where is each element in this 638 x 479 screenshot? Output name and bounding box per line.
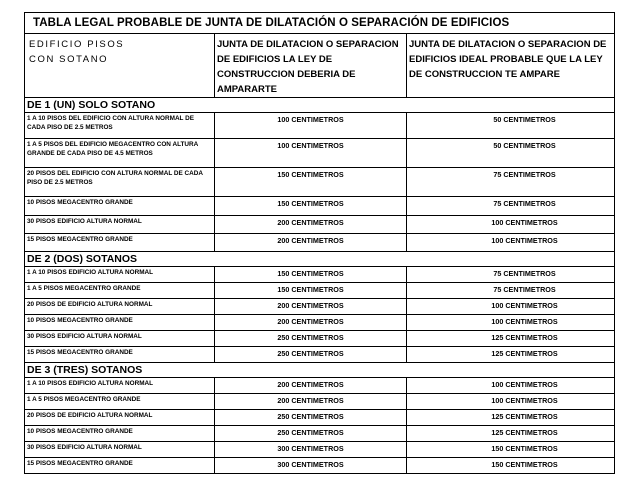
row-law-value: 250 CENTIMETROS [215,331,407,347]
table-row [25,394,615,410]
row-ideal-value: 75 CENTIMETROS [407,197,615,216]
joint-table [24,12,615,474]
joint-table-body [25,13,615,474]
row-label: 15 PISOS MEGACENTRO GRANDE [25,234,215,252]
header-left-line2: CON SOTANO [29,54,109,65]
row-label: 15 PISOS MEGACENTRO GRANDE [25,347,215,363]
table-row [25,168,615,197]
row-label: 30 PISOS EDIFICIO ALTURA NORMAL [25,331,215,347]
section-title: DE 3 (TRES) SOTANOS [25,363,615,378]
table-row [25,113,615,139]
row-law-value: 300 CENTIMETROS [215,442,407,458]
row-ideal-value: 100 CENTIMETROS [407,378,615,394]
header-law-joint: JUNTA DE DILATACION O SEPARACION DE EDIFICIOS LA LEY DE CONSTRUCCION DEBERIA DE AMPARARTE [215,34,407,98]
row-law-value: 200 CENTIMETROS [215,299,407,315]
row-law-value: 200 CENTIMETROS [215,394,407,410]
row-label: 30 PISOS EDIFICIO ALTURA NORMAL [25,442,215,458]
header-building-floors [25,34,215,98]
table-row [25,197,615,216]
row-ideal-value: 100 CENTIMETROS [407,315,615,331]
row-law-value: 100 CENTIMETROS [215,113,407,139]
row-law-value: 200 CENTIMETROS [215,234,407,252]
row-ideal-value: 150 CENTIMETROS [407,442,615,458]
row-law-value: 250 CENTIMETROS [215,426,407,442]
table-row [25,378,615,394]
section-row [25,363,615,378]
table-row [25,216,615,234]
row-ideal-value: 150 CENTIMETROS [407,458,615,474]
row-ideal-value: 125 CENTIMETROS [407,426,615,442]
row-law-value: 150 CENTIMETROS [215,283,407,299]
section-row [25,98,615,113]
table-row [25,234,615,252]
row-ideal-value: 125 CENTIMETROS [407,331,615,347]
row-ideal-value: 50 CENTIMETROS [407,139,615,168]
section-title: DE 2 (DOS) SOTANOS [25,252,615,267]
row-ideal-value: 75 CENTIMETROS [407,168,615,197]
row-label: 1 A 10 PISOS EDIFICIO ALTURA NORMAL [25,378,215,394]
table-row [25,458,615,474]
row-ideal-value: 125 CENTIMETROS [407,410,615,426]
row-law-value: 250 CENTIMETROS [215,347,407,363]
row-law-value: 150 CENTIMETROS [215,197,407,216]
row-law-value: 150 CENTIMETROS [215,267,407,283]
row-ideal-value: 100 CENTIMETROS [407,299,615,315]
row-label: 10 PISOS MEGACENTRO GRANDE [25,315,215,331]
row-ideal-value: 100 CENTIMETROS [407,234,615,252]
row-label: 1 A 10 PISOS EDIFICIO ALTURA NORMAL [25,267,215,283]
row-label: 20 PISOS DEL EDIFICIO CON ALTURA NORMAL DE CADA PISO DE 2.5 METROS [25,168,215,197]
section-row [25,252,615,267]
row-label: 1 A 5 PISOS DEL EDIFICIO MEGACENTRO CON ALTURA GRANDE DE CADA PISO DE 4.5 METROS [25,139,215,168]
row-ideal-value: 100 CENTIMETROS [407,394,615,410]
row-law-value: 100 CENTIMETROS [215,139,407,168]
row-ideal-value: 50 CENTIMETROS [407,113,615,139]
table-row [25,267,615,283]
row-label: 10 PISOS MEGACENTRO GRANDE [25,426,215,442]
row-ideal-value: 125 CENTIMETROS [407,347,615,363]
header-row [25,34,615,98]
row-ideal-value: 100 CENTIMETROS [407,216,615,234]
row-law-value: 200 CENTIMETROS [215,315,407,331]
table-row [25,331,615,347]
row-ideal-value: 75 CENTIMETROS [407,283,615,299]
row-law-value: 150 CENTIMETROS [215,168,407,197]
table-row [25,347,615,363]
row-label: 10 PISOS MEGACENTRO GRANDE [25,197,215,216]
row-law-value: 200 CENTIMETROS [215,216,407,234]
row-law-value: 250 CENTIMETROS [215,410,407,426]
table-row [25,283,615,299]
row-label: 20 PISOS DE EDIFICIO ALTURA NORMAL [25,410,215,426]
title-row [25,13,615,34]
header-ideal-joint: JUNTA DE DILATACION O SEPARACION DE EDIFICIOS IDEAL PROBABLE QUE LA LEY DE CONSTRUCCION TE AMPARE [407,34,615,98]
row-label: 20 PISOS DE EDIFICIO ALTURA NORMAL [25,299,215,315]
table-row [25,315,615,331]
table-row [25,426,615,442]
table-title: TABLA LEGAL PROBABLE DE JUNTA DE DILATACIÓN O SEPARACIÓN DE EDIFICIOS [25,13,615,34]
row-law-value: 300 CENTIMETROS [215,458,407,474]
table-row [25,442,615,458]
row-label: 30 PISOS EDIFICIO ALTURA NORMAL [25,216,215,234]
row-label: 1 A 5 PISOS MEGACENTRO GRANDE [25,283,215,299]
section-title: DE 1 (UN) SOLO SOTANO [25,98,615,113]
row-label: 15 PISOS MEGACENTRO GRANDE [25,458,215,474]
table-row [25,299,615,315]
row-label: 1 A 5 PISOS MEGACENTRO GRANDE [25,394,215,410]
table-row [25,410,615,426]
row-ideal-value: 75 CENTIMETROS [407,267,615,283]
row-law-value: 200 CENTIMETROS [215,378,407,394]
table-row [25,139,615,168]
row-label: 1 A 10 PISOS DEL EDIFICIO CON ALTURA NORMAL DE CADA PISO DE 2.5 METROS [25,113,215,139]
header-left-line1: EDIFICIO PISOS [29,39,125,50]
